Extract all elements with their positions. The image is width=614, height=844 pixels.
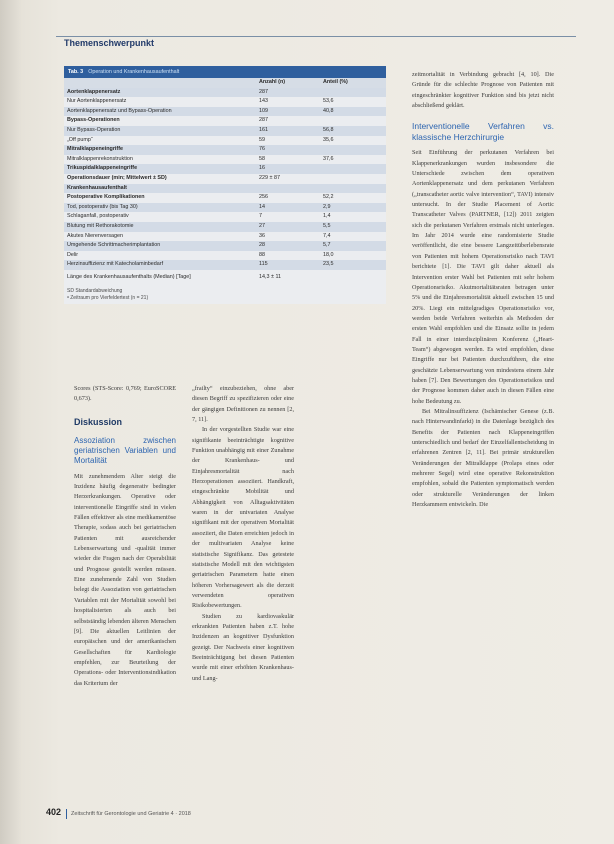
table-cell: Delir (64, 251, 256, 261)
table-row (64, 136, 386, 146)
table-cell: 16 (256, 164, 320, 174)
table-row (64, 164, 386, 174)
table-row (64, 97, 386, 107)
table-cell (320, 145, 386, 155)
table-cell: 7,4 (320, 232, 386, 242)
table-cell (320, 116, 386, 126)
page-footer (46, 807, 191, 819)
table-3 (64, 66, 386, 304)
table-cell: Länge des Krankenhausaufenthalts (Median) [Tage] (64, 270, 256, 286)
table-cell: Aortenklappenersatz (64, 88, 256, 98)
table-cell (320, 164, 386, 174)
table-cell: 1,4 (320, 212, 386, 222)
text-column-3 (412, 70, 554, 510)
table-cell: 109 (256, 107, 320, 117)
table-row (64, 212, 386, 222)
table-grid (64, 78, 386, 286)
table-cell: Mitralklappenrekonstruktion (64, 155, 256, 165)
table-cell: 35,6 (320, 136, 386, 146)
table-cell: 40,8 (320, 107, 386, 117)
table-cell: 59 (256, 136, 320, 146)
table-cell: Akutes Nierenversagen (64, 232, 256, 242)
table-cell: Operationsdauer (min; Mittelwert ± SD) (64, 174, 256, 184)
table-cell: 161 (256, 126, 320, 136)
table-row (64, 184, 386, 194)
table-cell: 36 (256, 232, 320, 242)
table-cell: 88 (256, 251, 320, 261)
table-cell: 143 (256, 97, 320, 107)
table-row (64, 155, 386, 165)
table-row (64, 107, 386, 117)
table-header-cell: Anteil (%) (320, 78, 386, 88)
paragraph: In der vorgestellten Studie war eine signifikante beeinträchtigte kognitive Funktion unabhängig mit einer Zunahme der Krankenhaus- und Einjahresmortalität nach Herzoperationen assoziiert. Handkraft, eingeschränkte Mobilität und Abhängigkeit von Alltagsaktivitäten waren in der univariaten Analyse signifikant mit der operativen Mortalität assoziiert, die Daten erreichten jedoch in der multivariaten Analyse keine statistische Signifikanz. Das getestete statistische Modell mit den wichtigsten geriatrischen Parametern hatte einen höheren Vorhersagewert als die derzeit verwendeten operativen Risikobewertungen. (192, 426, 294, 610)
table-cell: 115 (256, 260, 320, 270)
table-cell: Aortenklappenersatz und Bypass-Operation (64, 107, 256, 117)
table-row (64, 126, 386, 136)
table-cell: 256 (256, 193, 320, 203)
table-cell: Schlaganfall, postoperativ (64, 212, 256, 222)
journal-name: Zeitschrift für Gerontologie und Geriatrie 4 · 2018 (71, 811, 191, 817)
table-row (64, 232, 386, 242)
table-cell: „Off pump“ (64, 136, 256, 146)
table-cell (320, 174, 386, 184)
table-cell: 56,8 (320, 126, 386, 136)
table-cell: 7 (256, 212, 320, 222)
table-cell: 5,5 (320, 222, 386, 232)
table-cell: Krankenhausaufenthalt (64, 184, 256, 194)
table-caption (64, 66, 386, 78)
table-cell: 2,9 (320, 203, 386, 213)
page-number: 402 (46, 807, 62, 817)
text-column-1 (74, 384, 176, 689)
table-label: Tab. 3 (68, 69, 84, 75)
paragraph: Studien zu kardiovaskulär erkrankten Patienten haben z.T. hohe Inzidenzen an kognitiver Dysfunktion gezeigt. Der Nachweis einer kognitiven Beeinträchtigung bei diesen Patienten wurde mit einer erhöhten Krankenhaus- und Lang- (192, 612, 294, 682)
table-cell: 287 (256, 116, 320, 126)
table-footnote: SD Standardabweichung (67, 287, 123, 294)
table-cell: Tod, postoperativ (bis Tag 30) (64, 203, 256, 213)
table-cell: Postoperative Komplikationen (64, 193, 256, 203)
table-cell (320, 270, 386, 286)
table-cell: 28 (256, 241, 320, 251)
table-header-cell: Anzahl (n) (256, 78, 320, 88)
table-row (64, 260, 386, 270)
table-cell (320, 88, 386, 98)
table-cell (320, 184, 386, 194)
section-heading: Diskussion (74, 416, 123, 427)
paragraph: Scores (STS-Score: 0,769; EuroSCORE 0,673). (74, 385, 176, 403)
text-column-2 (192, 384, 294, 684)
table-cell: 27 (256, 222, 320, 232)
table-cell: 14 (256, 203, 320, 213)
table-cell: 52,2 (320, 193, 386, 203)
table-row (64, 241, 386, 251)
paragraph: zeitmortalität in Verbindung gebracht [4, 10]. Die Gründe für die schlechte Prognose von Patienten mit eingeschränkter kognitiver Funktion sind bis jetzt nicht abschließend geklärt. (412, 71, 554, 110)
table-cell: Nur Bypass-Operation (64, 126, 256, 136)
table-cell: Umgehende Schrittmacherimplantation (64, 241, 256, 251)
table-header-row (64, 78, 386, 88)
table-cell: Bypass-Operationen (64, 116, 256, 126)
table-row (64, 251, 386, 261)
table-caption-text: Operation und Krankenhausaufenthalt (88, 69, 180, 75)
table-cell (256, 184, 320, 194)
table-footnote: ᵃ Zeitraum pro Vierfeldertest (n = 21) (67, 294, 149, 301)
table-cell: Mitralklappeneingriffe (64, 145, 256, 155)
table-cell: Trikuspidalklappeneingriffe (64, 164, 256, 174)
table-cell: Blutung mit Rethorakotomie (64, 222, 256, 232)
table-cell: 14,3 ± 11 (256, 270, 320, 286)
paragraph: „frailty“ einzubeziehen, ohne aber diesen Begriff zu spezifizieren oder eine der gängigen Definitionen zu nennen [2, 7, 11]. (192, 385, 294, 424)
table-row (64, 270, 386, 286)
table-row (64, 222, 386, 232)
table-cell: 287 (256, 88, 320, 98)
subsection-heading: Interventionelle Verfahren vs. klassische Herzchirurgie (412, 121, 554, 142)
subsection-heading: Assoziation zwischen geriatrischen Variablen und Mortalität (74, 435, 176, 465)
table-cell: 23,5 (320, 260, 386, 270)
table-header-cell (64, 78, 256, 88)
section-header-title: Themenschwerpunkt (64, 38, 155, 48)
table-cell: 37,6 (320, 155, 386, 165)
table-cell: 53,6 (320, 97, 386, 107)
table-row (64, 88, 386, 98)
paragraph: Seit Einführung der perkutanen Verfahren bei Klappenerkrankungen wurden insbesondere die Unterschiede zwischen dem operativen Aortenklappenersatz und dem perkutanen Verfahren („transcatheter aortic valve intervention“, TAVI) intensiv untersucht. In der Studie Placement of Aortic Transcatheter Valves (PARTNER, [12]) 2011 zeigten sich die perkutanen Verfahren erstmals nicht unterlegen. Im Jahr 2014 wurde eine randomisierte Studie veröffentlicht, die eine bessere Langzeitüberlebensrate von Patienten mit hohem Operationsrisiko nach TAVI berichtete [1]. Die TAVI gilt daher aktuell als Intervention erster Wahl bei Patienten mit sehr hohem Operationsrisiko. Akutmortalitätsraten betragen unter 5% und die Einjahresmortalität aktuell zwischen 15 und 20%. Liegt ein mittelgradiges Operationsrisiko vor, werden beide Verfahren weiterhin als Methoden der ersten Wahl empfohlen und die Einsatz sollte in jedem Fall in einer interdisziplinären Konferenz („Heart-Team“) abgewogen werden. Es wird empfohlen, diese Eingriffe nur bei Patienten durchzuführen, die eine geschätzte Lebenserwartung von mindestens einem Jahr haben [7]. Den Bewertungen des Operationsrisikos und der Prognose kommen daher auch in diesen Fällen eine hohe Bedeutung zu. (412, 149, 554, 405)
table-row (64, 116, 386, 126)
table-cell: 5,7 (320, 241, 386, 251)
table-row (64, 193, 386, 203)
paragraph: Bei Mitralinsuffizienz (Ischämischer Genese (z.B. nach Hinterwandinfarkt) in die Datenlage bezüglich des Benefits der Patienten nach Klappeneingriffen unterschiedlich und bedarf der Einzelfallentscheidung in erfahrenen Zentren [2, 11]. Bei primär strukturellen Veränderungen der Mitralklappe (Prolaps eines oder mehrerer Segel) wird eine operative Rekonstruktion empfohlen, sobald die Patienten symptomatisch werden oder strukturelle Veränderungen der linken Herzkammern entwickeln. Die (412, 407, 554, 509)
table-cell: 58 (256, 155, 320, 165)
table-footnotes (64, 286, 386, 304)
table-row (64, 174, 386, 184)
paragraph: Mit zunehmendem Alter steigt die Inzidenz häufig degenerativ bedingter Herzerkrankungen. Operative oder interventionelle Eingriffe sind in vielen Fällen effektiver als eine medikamentöse Therapie, sodass auch bei geriatrischen Patienten mit ausreichender Lebenserwartung und -qualität immer wieder die Fragen nach der Operabilität und Prognose gestellt werden müssen. Eine zunehmende Zahl von Studien belegt die Assoziation von geriatrischen Variablen mit der Mortalität sowohl bei hospitalisierten als auch bei selbstständig lebenden älteren Menschen [9]. Die aktuellen Leitlinien der europäischen und der amerikanischen Gesellschaften für Kardiologie empfehlen, zur Beurteilung der Operations- oder Interventionsindikation das Kriterium der (74, 472, 176, 687)
table-cell: 76 (256, 145, 320, 155)
table-cell: 18,0 (320, 251, 386, 261)
table-cell: Herzinsuffizienz mit Katecholaminbedarf (64, 260, 256, 270)
table-cell: 229 ± 87 (256, 174, 320, 184)
table-cell: Nur Aortenklappenersatz (64, 97, 256, 107)
footer-divider (66, 809, 67, 819)
table-row (64, 145, 386, 155)
header-rule (56, 36, 576, 37)
table-row (64, 203, 386, 213)
